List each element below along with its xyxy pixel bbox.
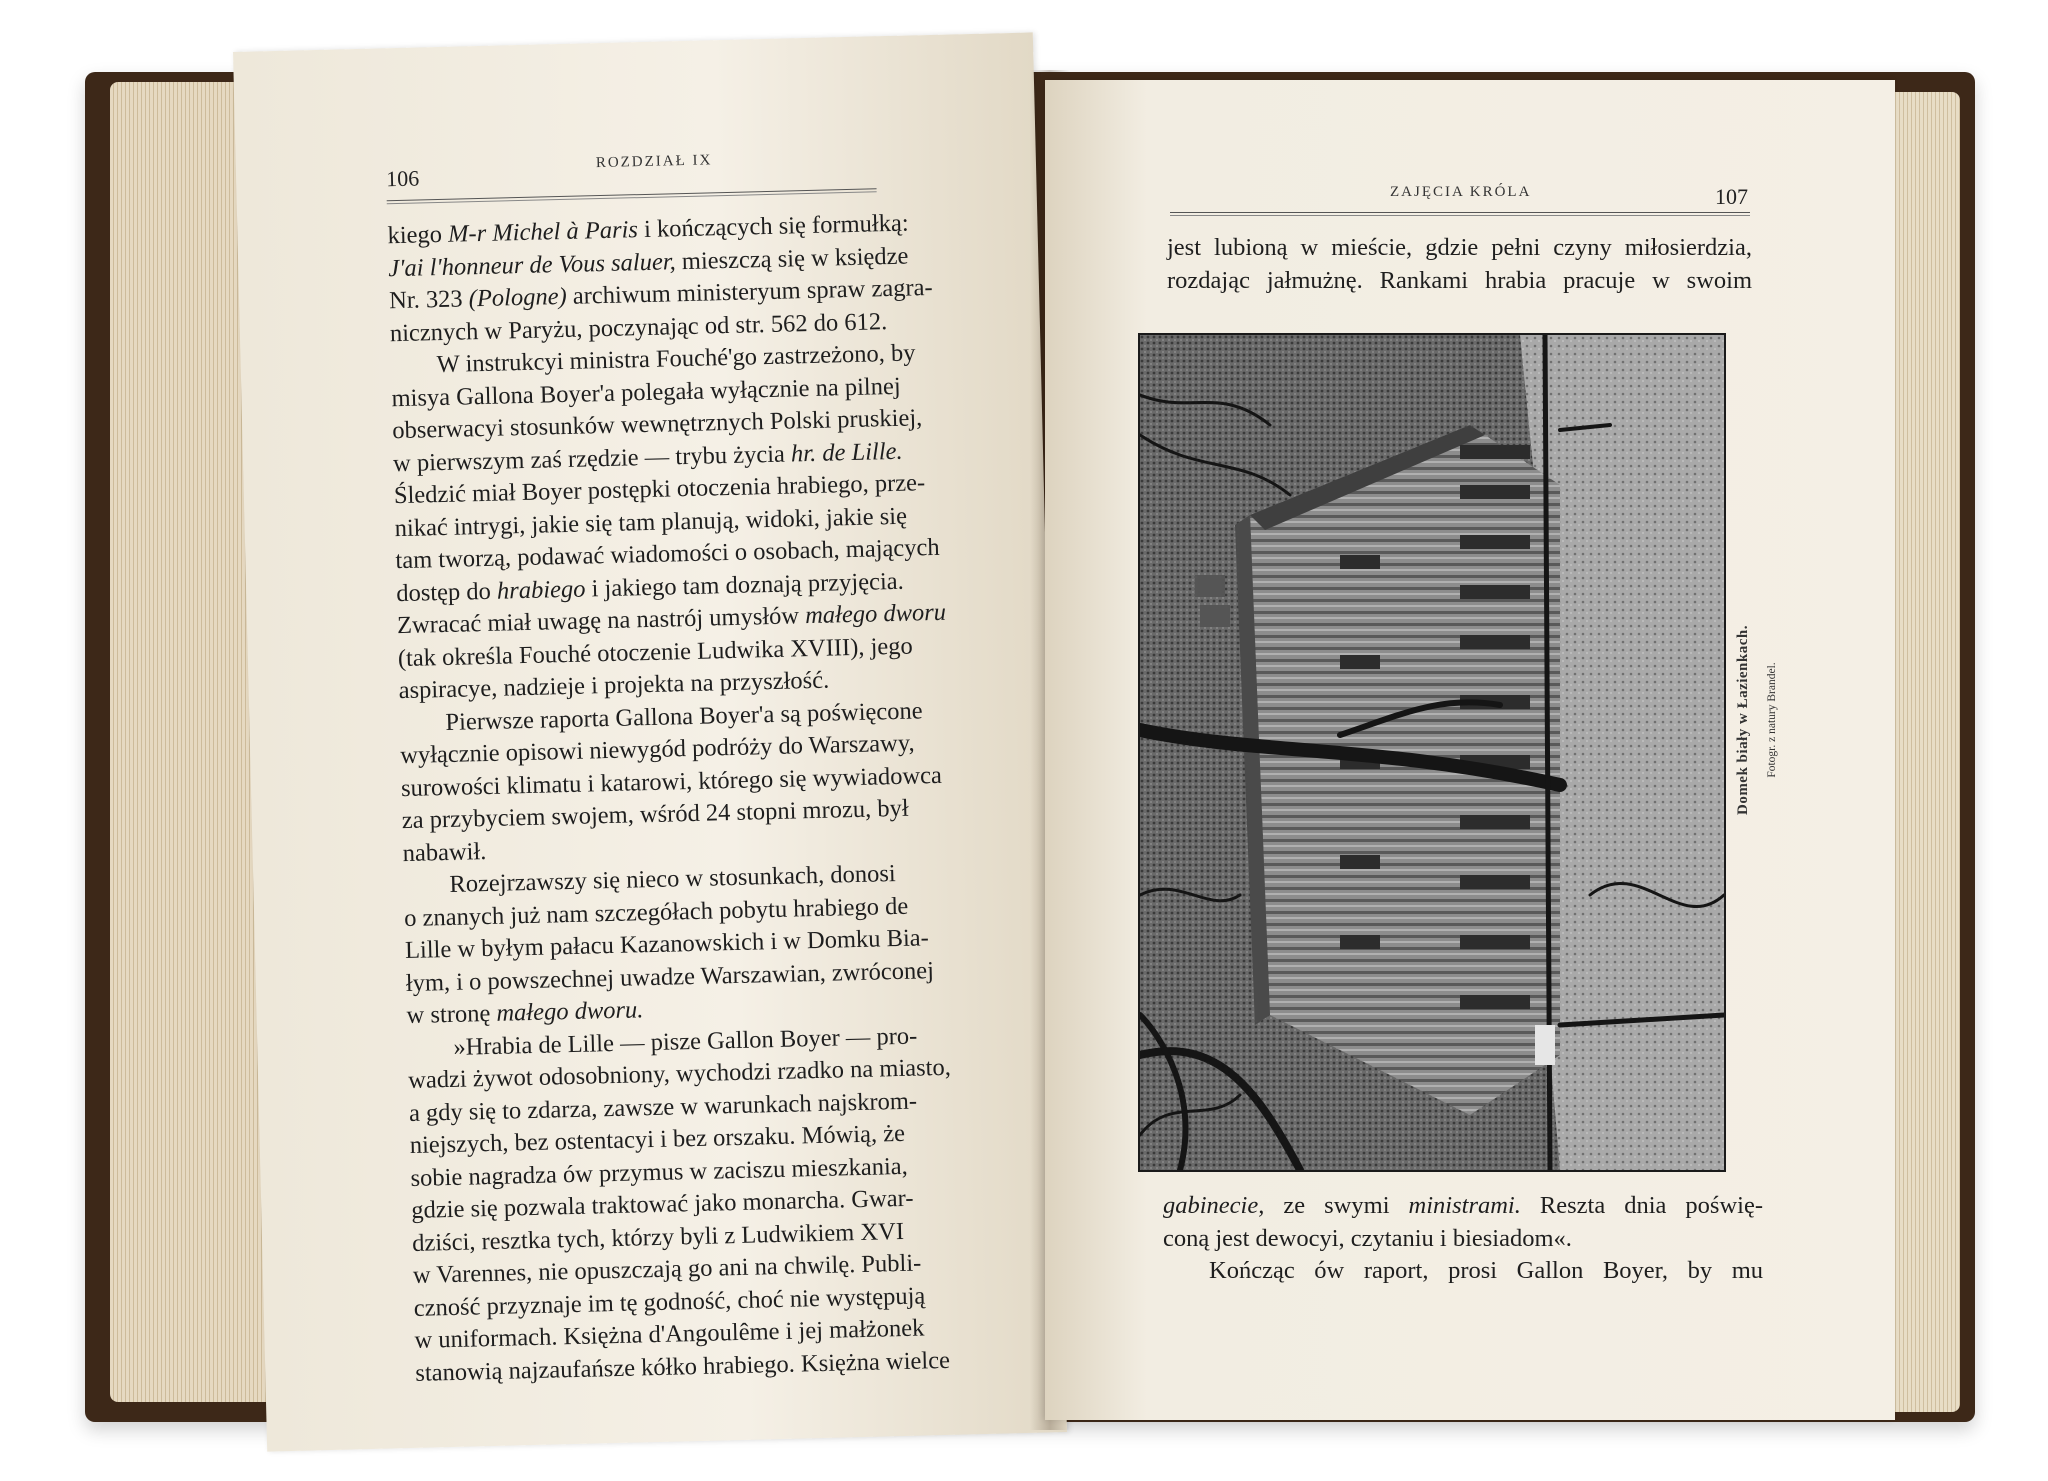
text-line: o znanych już nam szczegółach pobytu hrabiego de — [403, 892, 909, 932]
text-line: niejszych, bez ostentacyi i bez orszaku. Mówią, że — [409, 1119, 906, 1159]
text-line: w uniformach. Księżna d'Angoulême i jej małżonek — [414, 1314, 925, 1354]
left-header-rule — [387, 188, 877, 204]
text-line: nikać intrygi, jakie się tam planują, widoki, jakie się — [394, 502, 908, 542]
left-page — [233, 32, 1067, 1451]
text-line: (tak określa Fouché otoczenie Ludwika XVIII), jego — [397, 632, 914, 672]
right-running-head: ZAJĘCIA KRÓLA — [1390, 184, 1532, 200]
left-body-text — [387, 208, 952, 1390]
text-line: tam tworzą, podawać wiadomości o osobach, mających — [395, 533, 940, 575]
left-page-number: 106 — [385, 165, 420, 192]
text-line: w Varennes, nie opuszczają go ani na chwilę. Publi- — [412, 1249, 922, 1289]
right-body-text-bottom — [1163, 1190, 1763, 1288]
text-line: Lille w byłym pałacu Kazanowskich i w Domku Bia- — [404, 924, 930, 965]
text-line: misya Gallona Boyer'a polegała wyłącznie na pilnej — [391, 372, 901, 412]
left-running-head: ROZDZIAŁ IX — [595, 152, 713, 172]
text-line: Rozejrzawszy się nieco w stosunkach, donosi — [449, 860, 896, 898]
right-body-text-top — [1167, 232, 1752, 297]
text-line: Pierwsze raporta Gallona Boyer'a są poświęcone — [445, 696, 923, 736]
text-line: w pierwszym zaś rzędzie — trybu życia hr. de Lille. — [392, 437, 903, 477]
right-page-number: 107 — [1715, 184, 1748, 209]
text-line: aspiracye, nadzieje i projekta na przyszłość. — [398, 666, 830, 705]
text-line: a gdy się to zdarza, zawsze w warunkach najskrom- — [408, 1087, 918, 1127]
text-line: dziści, resztka tych, którzy byli z Ludwikiem XVI — [411, 1217, 905, 1257]
text-line: wadzi żywot odosobniony, wychodzi rzadko na miasto, — [407, 1053, 952, 1095]
text-line: Zwracać miał uwagę na nastrój umysłów małego dworu — [396, 598, 947, 640]
text-line: W instrukcyi ministra Fouché'go zastrzeżono, by — [436, 339, 916, 379]
halftone-photograph — [1138, 333, 1726, 1172]
text-line: Nr. 323 (Pologne) archiwum ministeryum spraw zagra- — [388, 273, 933, 315]
text-line: kiego M-r Michel à Paris i kończących się formułką: — [387, 209, 909, 250]
text-line: nabawił. — [402, 837, 487, 867]
text-line: stanowią najzaufańsze kółko hrabiego. Księżna wielce — [415, 1346, 951, 1387]
text-line: obserwacyi stosunków wewnętrznych Polski pruskiej, — [391, 404, 923, 445]
text-line: J'ai l'honneur de Vous saluer, mieszczą się w księdze — [388, 242, 909, 282]
text-line: nicznych w Paryżu, poczynając od str. 562 do 612. — [389, 307, 888, 347]
text-line: sobie nagradza ów przymus w zaciszu mieszkania, — [410, 1152, 909, 1192]
photo-caption — [1735, 570, 1795, 870]
text-line: coną jest dewocyi, czytaniu i biesiadom«. — [1163, 1224, 1572, 1252]
text-line: surowości klimatu i katarowi, którego się wywiadowca — [400, 761, 943, 802]
right-header-rule — [1170, 212, 1750, 216]
text-line: gdzie się pozwala traktować jako monarcha. Gwar- — [411, 1184, 914, 1224]
text-line: wyłącznie opisowi niewygód podróży do Warszawy, — [399, 729, 915, 770]
text-line: gabinecie, ze swymi ministrami. Reszta dnia poświę- — [1163, 1192, 1763, 1219]
text-line: Kończąc ów raport, prosi Gallon Boyer, by mu — [1209, 1257, 1763, 1284]
caption-credit: Fotogr. z natury Brandel. — [1766, 662, 1778, 778]
text-line: czność przyznaje im tę godność, choć nie występują — [413, 1281, 926, 1322]
text-line: »Hrabia de Lille — pisze Gallon Boyer — pro- — [453, 1022, 918, 1061]
text-line: Śledzić miał Boyer postępki otoczenia hrabiego, prze- — [393, 469, 926, 510]
text-line: łym, i o powszechnej uwadze Warszawian, zwróconej — [405, 956, 935, 997]
text-line: w stronę małego dworu. — [406, 996, 644, 1030]
text-line: dostęp do hrabiego i jakiego tam doznają przyjęcia. — [395, 567, 905, 607]
building-illustration — [1140, 335, 1724, 1170]
caption-title: Domek biały w Łazienkach. — [1735, 625, 1751, 816]
text-line: jest lubioną w mieście, gdzie pełni czyny miłosierdzia, — [1167, 234, 1752, 261]
text-line: rozdając jałmużnę. Rankami hrabia pracuje w swoim — [1167, 266, 1752, 294]
text-line: za przybyciem swojem, wśród 24 stopni mrozu, był — [401, 794, 909, 835]
